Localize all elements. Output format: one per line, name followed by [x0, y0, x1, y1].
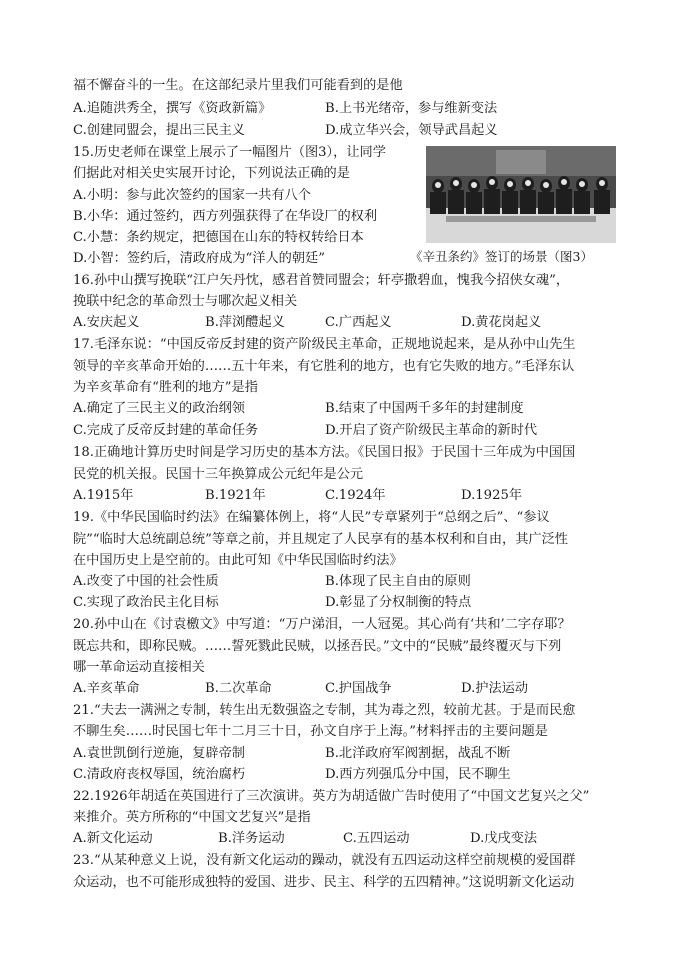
- figure-caption: 《辛丑条约》签订的场景（图3）: [410, 249, 593, 264]
- option-d: D.1925年: [461, 488, 523, 503]
- question-text: 21.“夫去一满洲之专制，转生出无数强盗之专制，其为毒之烈，较前尤甚。于是而民愈: [73, 703, 576, 718]
- option-b: B.1921年: [205, 488, 266, 503]
- question-text: 既忘共和，即称民贼。……誓死戮此民贼，以拯吾民。”文中的“民贼”最终覆灭与下列: [73, 639, 562, 654]
- option-d: D.彰显了分权制衡的特点: [325, 595, 472, 610]
- option-d: D.西方列强瓜分中国，民不聊生: [325, 767, 511, 782]
- option-c: C.五四运动: [343, 831, 410, 846]
- option-d: D.黄花岗起义: [461, 315, 542, 330]
- question-text: 们据此对相关史实展开讨论，下列说法正确的是: [73, 166, 350, 181]
- option-a: A.确定了三民主义的政治纲领: [73, 401, 245, 416]
- option-a: A.袁世凯倒行逆施，复辟帝制: [73, 746, 245, 761]
- option-a: A.追随洪秀全，撰写《资政新篇》: [73, 101, 272, 116]
- option-a: A.辛亥革命: [73, 681, 140, 696]
- question-text: 17.毛泽东说：“中国反帝反封建的资产阶级民主革命，正规地说起来，是从孙中山先生: [73, 337, 576, 352]
- option-a: A.改变了中国的社会性质: [73, 574, 219, 589]
- question-text: 众运动，也不可能形成独特的爱国、进步、民主、科学的五四精神。”这说明新文化运动: [73, 875, 575, 890]
- photo-illustration: [426, 146, 616, 243]
- option-b: B.上书光绪帝，参与维新变法: [325, 101, 498, 116]
- option-a: A.新文化运动: [73, 831, 153, 846]
- option-a: A.1915年: [73, 488, 134, 503]
- question-text: 来推介。英方所称的“中国文艺复兴”是指: [73, 810, 311, 825]
- question-text: 不聊生矣……时民国七年十二月三十日，孙文自序于上海。”材料抨击的主要问题是: [73, 724, 548, 739]
- question-text: 16.孙中山撰写挽联“江户矢丹忱，感君首赞同盟会；轩亭撒碧血，愧我今招侠女魂”，: [73, 273, 570, 288]
- question-text: 挽联中纪念的革命烈士与哪次起义相关: [73, 294, 298, 309]
- option-c: C.清政府丧权辱国，统治腐朽: [73, 767, 246, 782]
- option-c: C.实现了政治民主化目标: [73, 595, 219, 610]
- question-text: 18.正确地计算历史时间是学习历史的基本方法。《民国日报》于民国十三年成为中国国: [73, 445, 576, 460]
- option-b: B.小华：通过签约，西方列强获得了在华设厂的权利: [73, 209, 378, 224]
- option-b: B.二次革命: [205, 681, 272, 696]
- option-b: B.萍浏醴起义: [205, 315, 285, 330]
- option-d: D.小智：签约后，清政府成为“洋人的朝廷”: [73, 251, 325, 266]
- option-c: C.1924年: [325, 488, 386, 503]
- question-text: 20.孙中山在《讨袁檄文》中写道：“万户涕泪，一人冠冕。其心尚有‘共和’二字存耶？: [73, 617, 571, 632]
- option-a: A.小明：参与此次签约的国家一共有八个: [73, 188, 311, 203]
- option-b: B.结束了中国两千多年的封建制度: [325, 401, 524, 416]
- question-text: 哪一革命运动直接相关: [73, 660, 205, 675]
- option-c: C.护国战争: [325, 681, 392, 696]
- option-b: B.体现了民主自由的原则: [325, 574, 471, 589]
- question-text: 为辛亥革命有“胜利的地方”是指: [73, 380, 258, 395]
- question-text: 在中国历史上是空前的。由此可知《中华民国临时约法》: [73, 553, 403, 568]
- option-b: B.洋务运动: [218, 831, 285, 846]
- treaty-signing-photo: [426, 146, 616, 243]
- question-text: 民党的机关报。民国十三年换算成公元纪年是公元: [73, 467, 364, 482]
- question-text: 23.“从某种意义上说，没有新文化运动的躁动，就没有五四运动这样空前规模的爱国群: [73, 853, 576, 868]
- question-text: 福不懈奋斗的一生。在这部纪录片里我们可能看到的是他: [73, 78, 403, 93]
- question-text: 22.1926年胡适在英国进行了三次演讲。英方为胡适做广告时使用了“中国文艺复兴之父”: [73, 789, 590, 804]
- option-c: C.小慧：条约规定，把德国在山东的特权转给日本: [73, 230, 364, 245]
- question-text: 19.《中华民国临时约法》在编纂体例上，将“人民”专章紧列于“总纲之后”、“参议: [73, 510, 550, 525]
- option-c: C.创建同盟会，提出三民主义: [73, 123, 246, 138]
- option-c: C.完成了反帝反封建的革命任务: [73, 423, 259, 438]
- question-text: 15.历史老师在课堂上展示了一幅图片（图3），让同学: [73, 145, 386, 160]
- option-d: D.成立华兴会，领导武昌起义: [325, 123, 498, 138]
- option-d: D.护法运动: [461, 681, 529, 696]
- option-c: C.广西起义: [325, 315, 392, 330]
- option-d: D.戊戌变法: [470, 831, 538, 846]
- option-b: B.北洋政府军阀割据，战乱不断: [325, 746, 511, 761]
- option-d: D.开启了资产阶级民主革命的新时代: [325, 423, 538, 438]
- question-text: 领导的辛亥革命开始的……五十年来，有它胜利的地方，也有它失败的地方。”毛泽东认: [73, 359, 575, 374]
- question-text: 院”“临时大总统副总统”等章之前，并且规定了人民享有的基本权利和自由，其广泛性: [73, 532, 568, 547]
- option-a: A.安庆起义: [73, 315, 140, 330]
